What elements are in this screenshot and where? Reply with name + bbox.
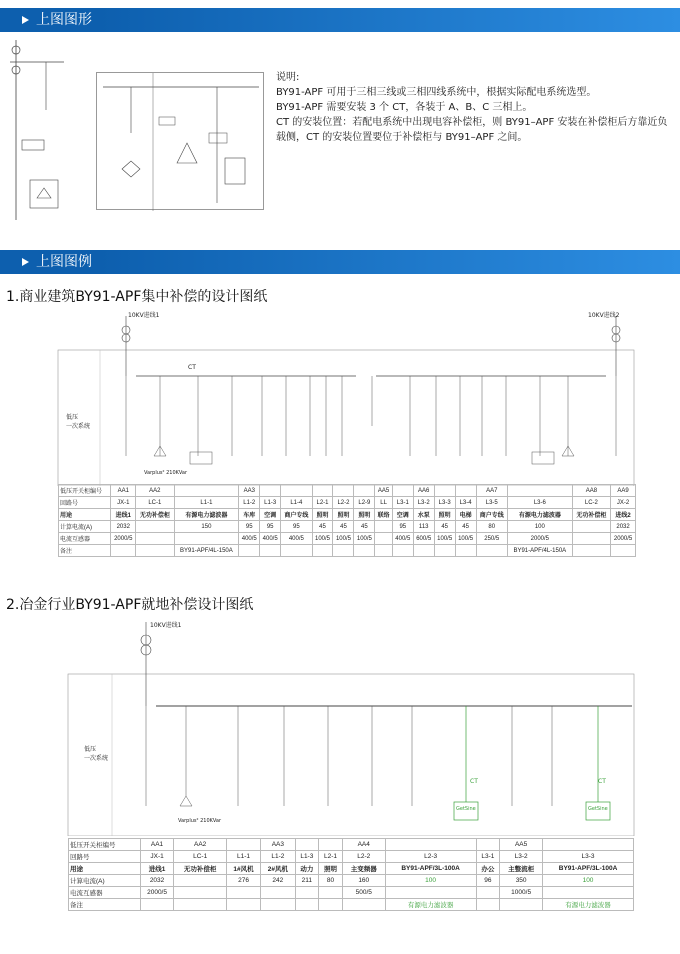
table-cell	[111, 545, 136, 557]
table-cell: L1-2	[239, 497, 260, 509]
table-cell: L1-2	[261, 851, 295, 863]
table-cell: 276	[226, 875, 260, 887]
table-cell: 95	[392, 521, 413, 533]
row-label: 备注	[69, 899, 141, 911]
diagram1-table	[58, 484, 636, 557]
table-cell: 160	[342, 875, 385, 887]
table-cell: L2-9	[354, 497, 375, 509]
table-cell: 空调	[392, 509, 413, 521]
note-line: CT 的安装位置：若配电系统中出现电容补偿柜，则 BY91–APF 安装在补偿柜后方靠近负载侧，CT 的安装位置要位于补偿柜与 BY91–APF 之间。	[276, 117, 668, 143]
table-cell: L3-2	[413, 497, 434, 509]
table-cell	[136, 545, 174, 557]
table-cell: 2032	[611, 521, 636, 533]
table-cell: 100/5	[354, 533, 375, 545]
table-cell: BY91-APF/4L-150A	[174, 545, 239, 557]
table-cell: AA1	[140, 839, 174, 851]
table-row	[59, 545, 636, 557]
table-row	[59, 521, 636, 533]
table-cell: 95	[281, 521, 312, 533]
table-cell: LC-2	[572, 497, 610, 509]
table-cell	[295, 839, 319, 851]
table-cell	[385, 887, 476, 899]
table-cell	[375, 521, 392, 533]
d1-incoming1-label: 10KV进线1	[128, 312, 160, 319]
table-cell: 有源电力滤波器	[385, 899, 476, 911]
d2-ct-label-2: CT	[598, 778, 606, 785]
table-cell: 1#风机	[226, 863, 260, 875]
table-cell	[476, 839, 500, 851]
table-cell: 400/5	[281, 533, 312, 545]
table-cell: 2000/5	[611, 533, 636, 545]
table-cell: 100	[507, 521, 572, 533]
row-label: 用途	[69, 863, 141, 875]
table-cell: 45	[312, 521, 333, 533]
table-cell: 2032	[111, 521, 136, 533]
table-cell: L2-2	[342, 851, 385, 863]
table-cell: 2#风机	[261, 863, 295, 875]
row-label: 计算电流(A)	[59, 521, 111, 533]
table-cell: 有源电力滤波器	[507, 509, 572, 521]
table-cell: L1-3	[295, 851, 319, 863]
d2-system-label: 低压 一次系统	[84, 746, 109, 762]
table-cell	[572, 545, 610, 557]
table-cell: AA5	[500, 839, 543, 851]
table-cell: 水泵	[413, 509, 434, 521]
diagram2-table	[68, 838, 634, 911]
table-row	[69, 851, 634, 863]
table-cell: 2000/5	[111, 533, 136, 545]
row-label: 回路号	[69, 851, 141, 863]
table-row	[59, 533, 636, 545]
table-cell: 有源电力滤波器	[174, 509, 239, 521]
table-cell	[543, 839, 634, 851]
table-cell	[434, 545, 455, 557]
table-cell	[392, 545, 413, 557]
table-cell	[375, 533, 392, 545]
table-row	[59, 485, 636, 497]
table-cell	[392, 485, 413, 497]
table-cell	[174, 875, 226, 887]
table-cell	[354, 545, 375, 557]
table-cell: 2000/5	[140, 887, 174, 899]
table-cell: 100/5	[333, 533, 354, 545]
table-cell: 100/5	[455, 533, 476, 545]
table-cell: 2032	[140, 875, 174, 887]
table-cell	[226, 839, 260, 851]
diagram1-title: 1.商业建筑BY91-APF集中补偿的设计图纸	[6, 289, 268, 305]
table-cell: AA1	[111, 485, 136, 497]
table-cell	[239, 545, 260, 557]
table-cell: L3-3	[543, 851, 634, 863]
d1-incoming2-label: 10KV进线2	[588, 312, 620, 319]
table-cell: LC-1	[174, 851, 226, 863]
table-cell: 无功补偿柜	[174, 863, 226, 875]
table-cell: 办公	[476, 863, 500, 875]
row-label: 低压开关柜编号	[69, 839, 141, 851]
table-cell	[500, 899, 543, 911]
table-cell	[333, 485, 354, 497]
table-cell: BY91-APF/3L-100A	[385, 863, 476, 875]
table-cell: 45	[354, 521, 375, 533]
table-cell: AA4	[342, 839, 385, 851]
diagram1-schematic	[56, 306, 636, 486]
table-cell: JX-1	[111, 497, 136, 509]
table-cell: 100/5	[434, 533, 455, 545]
table-cell	[174, 887, 226, 899]
note-line: 说明:	[276, 72, 300, 83]
table-cell: 空调	[260, 509, 281, 521]
table-cell: AA3	[261, 839, 295, 851]
table-cell: 242	[261, 875, 295, 887]
table-cell	[260, 545, 281, 557]
table-cell	[476, 899, 500, 911]
table-cell: JX-2	[611, 497, 636, 509]
table-row	[59, 509, 636, 521]
table-cell: LC-1	[136, 497, 174, 509]
table-cell: 211	[295, 875, 319, 887]
table-cell: L3-4	[455, 497, 476, 509]
table-cell: L3-1	[476, 851, 500, 863]
table-cell: AA6	[413, 485, 434, 497]
table-cell	[507, 485, 572, 497]
table-cell: BY91-APF/4L-150A	[507, 545, 572, 557]
table-cell	[572, 521, 610, 533]
table-row	[69, 839, 634, 851]
d2-getsine-label-1: GetSine	[456, 806, 476, 812]
table-cell: 照明	[434, 509, 455, 521]
table-cell	[385, 839, 476, 851]
table-cell	[295, 899, 319, 911]
table-cell: LL	[375, 497, 392, 509]
table-cell	[140, 899, 174, 911]
table-cell: 500/5	[342, 887, 385, 899]
row-label: 回路号	[59, 497, 111, 509]
table-cell: 96	[476, 875, 500, 887]
table-cell: AA2	[136, 485, 174, 497]
table-cell: 150	[174, 521, 239, 533]
section-bar-gradient	[100, 8, 680, 32]
table-cell	[136, 533, 174, 545]
table-cell: L1-1	[226, 851, 260, 863]
table-cell: JX-1	[140, 851, 174, 863]
table-cell: 100	[385, 875, 476, 887]
table-cell: 照明	[312, 509, 333, 521]
table-cell: 无功补偿柜	[136, 509, 174, 521]
table-cell: AA7	[476, 485, 507, 497]
table-cell	[261, 899, 295, 911]
table-cell: L2-1	[319, 851, 343, 863]
table-cell	[319, 899, 343, 911]
table-cell: 100/5	[312, 533, 333, 545]
note-line: BY91-APF 可用于三相三线或三相四线系统中，根据实际配电系统选型。	[276, 87, 597, 98]
table-cell: L2-3	[385, 851, 476, 863]
table-cell	[226, 887, 260, 899]
table-cell: 2000/5	[507, 533, 572, 545]
table-cell: 350	[500, 875, 543, 887]
row-label: 备注	[59, 545, 111, 557]
table-cell: AA3	[239, 485, 260, 497]
d2-varplus-label: Varplus² 210KVar	[178, 818, 222, 824]
table-cell: L1-4	[281, 497, 312, 509]
table-cell	[174, 533, 239, 545]
table-cell: 1000/5	[500, 887, 543, 899]
table-cell	[226, 899, 260, 911]
table-row	[59, 497, 636, 509]
table-cell: 有源电力滤波器	[543, 899, 634, 911]
table-cell: 商户专线	[476, 509, 507, 521]
table-cell: 400/5	[392, 533, 413, 545]
table-cell: 进线1	[111, 509, 136, 521]
table-cell: L3-2	[500, 851, 543, 863]
table-cell: 400/5	[239, 533, 260, 545]
d1-varplus-label: Varplus² 210KVar	[144, 470, 188, 476]
table-cell: 电梯	[455, 509, 476, 521]
note-line: BY91-APF 需要安装 3 个 CT，各装于 A、B、C 三相上。	[276, 102, 533, 113]
table-cell: AA9	[611, 485, 636, 497]
table-cell	[476, 887, 500, 899]
table-cell: 联络	[375, 509, 392, 521]
table-cell: 250/5	[476, 533, 507, 545]
table-cell	[455, 485, 476, 497]
table-cell: 100	[543, 875, 634, 887]
table-cell	[312, 485, 333, 497]
table-cell: 95	[239, 521, 260, 533]
table-cell: L3-3	[434, 497, 455, 509]
diagram2-schematic	[66, 616, 636, 836]
table-cell: 照明	[354, 509, 375, 521]
table-cell: 照明	[319, 863, 343, 875]
table-cell	[354, 485, 375, 497]
table-row	[69, 863, 634, 875]
table-cell	[611, 545, 636, 557]
table-cell: 80	[319, 875, 343, 887]
table-cell	[572, 533, 610, 545]
d2-getsine-label-2: GetSine	[588, 806, 608, 812]
table-cell: 80	[476, 521, 507, 533]
table-cell	[281, 485, 312, 497]
table-cell	[312, 545, 333, 557]
row-label: 电流互感器	[59, 533, 111, 545]
top-left-schematic	[4, 40, 84, 220]
section-bar-top	[0, 8, 680, 32]
table-cell: L3-6	[507, 497, 572, 509]
table-cell	[260, 485, 281, 497]
d1-ct-label: CT	[188, 364, 196, 371]
table-cell: 400/5	[260, 533, 281, 545]
table-cell: 113	[413, 521, 434, 533]
table-cell: 动力	[295, 863, 319, 875]
row-label: 用途	[59, 509, 111, 521]
section-bar-mid	[0, 250, 680, 274]
table-cell	[476, 545, 507, 557]
table-cell: L1-3	[260, 497, 281, 509]
table-cell: 45	[333, 521, 354, 533]
table-cell	[174, 485, 239, 497]
table-cell: 车库	[239, 509, 260, 521]
table-cell: L3-1	[392, 497, 413, 509]
top-main-schematic	[96, 72, 264, 210]
table-cell	[295, 887, 319, 899]
table-cell	[375, 545, 392, 557]
table-cell: 进线2	[611, 509, 636, 521]
diagram2-title: 2.冶金行业BY91-APF就地补偿设计图纸	[6, 597, 254, 613]
table-cell: AA8	[572, 485, 610, 497]
table-cell	[333, 545, 354, 557]
row-label: 电流互感器	[69, 887, 141, 899]
table-cell: 照明	[333, 509, 354, 521]
table-cell: L2-1	[312, 497, 333, 509]
table-cell	[455, 545, 476, 557]
table-cell	[434, 485, 455, 497]
table-cell	[281, 545, 312, 557]
note-block	[276, 70, 676, 145]
table-cell: 45	[434, 521, 455, 533]
table-cell: 进线1	[140, 863, 174, 875]
section-title-mid: 上图图例	[0, 250, 100, 274]
table-cell: 600/5	[413, 533, 434, 545]
section-title-top: 上图图形	[0, 8, 100, 32]
table-cell	[319, 839, 343, 851]
table-cell: 主整流柜	[500, 863, 543, 875]
table-cell	[174, 899, 226, 911]
table-cell: L2-2	[333, 497, 354, 509]
table-cell: 无功补偿柜	[572, 509, 610, 521]
table-cell: L3-5	[476, 497, 507, 509]
table-row	[69, 899, 634, 911]
table-cell: 95	[260, 521, 281, 533]
section-bar-gradient	[100, 250, 680, 274]
table-cell	[413, 545, 434, 557]
table-row	[69, 875, 634, 887]
d2-ct-label-1: CT	[470, 778, 478, 785]
table-cell: 主变频器	[342, 863, 385, 875]
table-cell: 商户专线	[281, 509, 312, 521]
table-cell	[136, 521, 174, 533]
table-cell	[543, 887, 634, 899]
d2-incoming1-label: 10KV进线1	[150, 622, 182, 629]
table-cell: L1-1	[174, 497, 239, 509]
table-cell: 45	[455, 521, 476, 533]
d1-system-label: 低压 一次系统	[66, 414, 91, 430]
table-cell: BY91-APF/3L-100A	[543, 863, 634, 875]
table-cell	[261, 887, 295, 899]
row-label: 计算电流(A)	[69, 875, 141, 887]
row-label: 低压开关柜编号	[59, 485, 111, 497]
table-row	[69, 887, 634, 899]
table-cell	[342, 899, 385, 911]
table-cell: AA5	[375, 485, 392, 497]
table-cell	[319, 887, 343, 899]
table-cell: AA2	[174, 839, 226, 851]
